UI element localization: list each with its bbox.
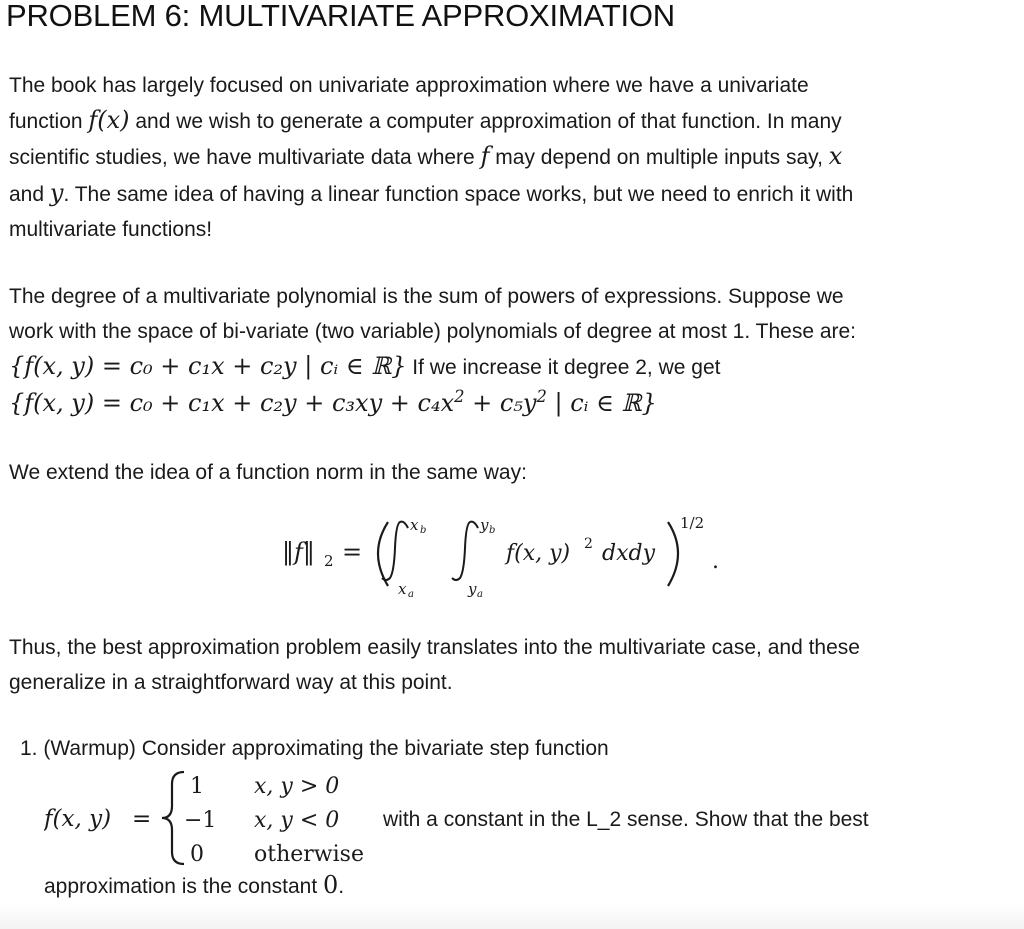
case-3-condition: otherwise (254, 842, 364, 867)
y-lower-limit: y (468, 580, 477, 598)
piecewise-function (44, 768, 984, 868)
math-x: x (828, 142, 843, 171)
intro-line-5: multivariate functions! (9, 217, 213, 241)
x-upper-limit: x (410, 516, 419, 534)
piecewise-equals: = (132, 806, 152, 832)
integral-x-sign (382, 522, 408, 580)
norm-formula-svg (280, 508, 740, 598)
formula-period: . (712, 549, 719, 574)
item-text: (Warmup) Consider approximating the bivariate step function (43, 737, 609, 760)
piecewise-fxy: f(x, y) (44, 806, 112, 832)
math-y: y (49, 178, 64, 207)
integrand: f(x, y) (506, 541, 571, 566)
math-fx: f(x) (88, 106, 130, 135)
case-3-value: 0 (190, 842, 204, 867)
y-upper-limit: y (480, 516, 489, 534)
integrand-power: 2 (584, 536, 593, 552)
intro-line-2: function f(x) and we wish to generate a computer approximation of that function. In many (9, 106, 842, 135)
item-number: 1. (20, 737, 38, 760)
norm-lhs-sub: 2 (324, 552, 334, 570)
intro-line-4: and y. The same idea of having a linear function space works, but we need to enrich it with (9, 178, 854, 207)
differential: dxdy (602, 541, 656, 566)
piecewise-suffix: with a constant in the L_2 sense. Show that the best (383, 808, 869, 831)
intro-line-1: The book has largely focused on univariate approximation where we have a univariate (9, 74, 809, 97)
y-upper-sub: b (489, 525, 496, 536)
right-paren (668, 522, 678, 586)
left-paren (378, 522, 388, 586)
page-bottom-shadow (0, 904, 1024, 929)
page-title: PROBLEM 6: MULTIVARIATE APPROXIMATION (6, 0, 675, 33)
x-lower-sub: a (408, 589, 414, 598)
degree-line-3: {f(x, y) = c₀ + c₁x + c₂y | cᵢ ∈ ℝ} If we increase it degree 2, we get (9, 352, 721, 381)
integral-y-sign (452, 522, 478, 580)
intro-line-3: scientific studies, we have multivariate data where f may depend on multiple inputs say, x (9, 142, 843, 171)
norm-formula (280, 508, 740, 603)
conclusion-line-1: Thus, the best approximation problem easily translates into the multivariate case, and these (9, 636, 860, 659)
case-1-condition: x, y > 0 (254, 774, 340, 799)
degree-1-set: {f(x, y) = c₀ + c₁x + c₂y | cᵢ ∈ ℝ} (9, 352, 407, 381)
norm-equals: = (342, 538, 363, 566)
problem-item-1 (20, 737, 609, 761)
outer-power: 1/2 (680, 514, 705, 532)
problem-item-line-2: approximation is the constant 0. (44, 871, 345, 899)
piecewise-svg (44, 768, 984, 868)
intro-paragraph (9, 68, 999, 247)
x-upper-sub: b (420, 525, 427, 536)
conclusion-paragraph (9, 630, 999, 700)
degree-line-2: work with the space of bi-variate (two variable) polynomials of degree at most 1. These are: (9, 320, 857, 344)
case-2-condition: x, y < 0 (254, 808, 340, 833)
case-1-value: 1 (190, 774, 204, 799)
y-lower-sub: a (477, 589, 483, 598)
degree-paragraph (9, 279, 999, 422)
math-f: f (480, 142, 490, 171)
norm-lhs: ‖f‖ (282, 538, 315, 566)
case-2-value: −1 (184, 808, 217, 833)
constant-zero: 0 (323, 871, 339, 899)
left-brace (162, 772, 184, 864)
x-lower-limit: x (398, 580, 407, 598)
degree-2-set: {f(x, $y) = c_0 + c_1x + c_2y + c_3xy + c_4x^2 + c_5y^2$ | cᵢ ∈ ℝ} (9, 386, 657, 417)
norm-intro: We extend the idea of a function norm in the same way: (9, 461, 527, 484)
degree-line-4 (9, 386, 999, 422)
degree-line-1: The degree of a multivariate polynomial is the sum of powers of expressions. Suppose we (9, 285, 844, 308)
conclusion-line-2: generalize in a straightforward way at this point. (9, 671, 453, 695)
